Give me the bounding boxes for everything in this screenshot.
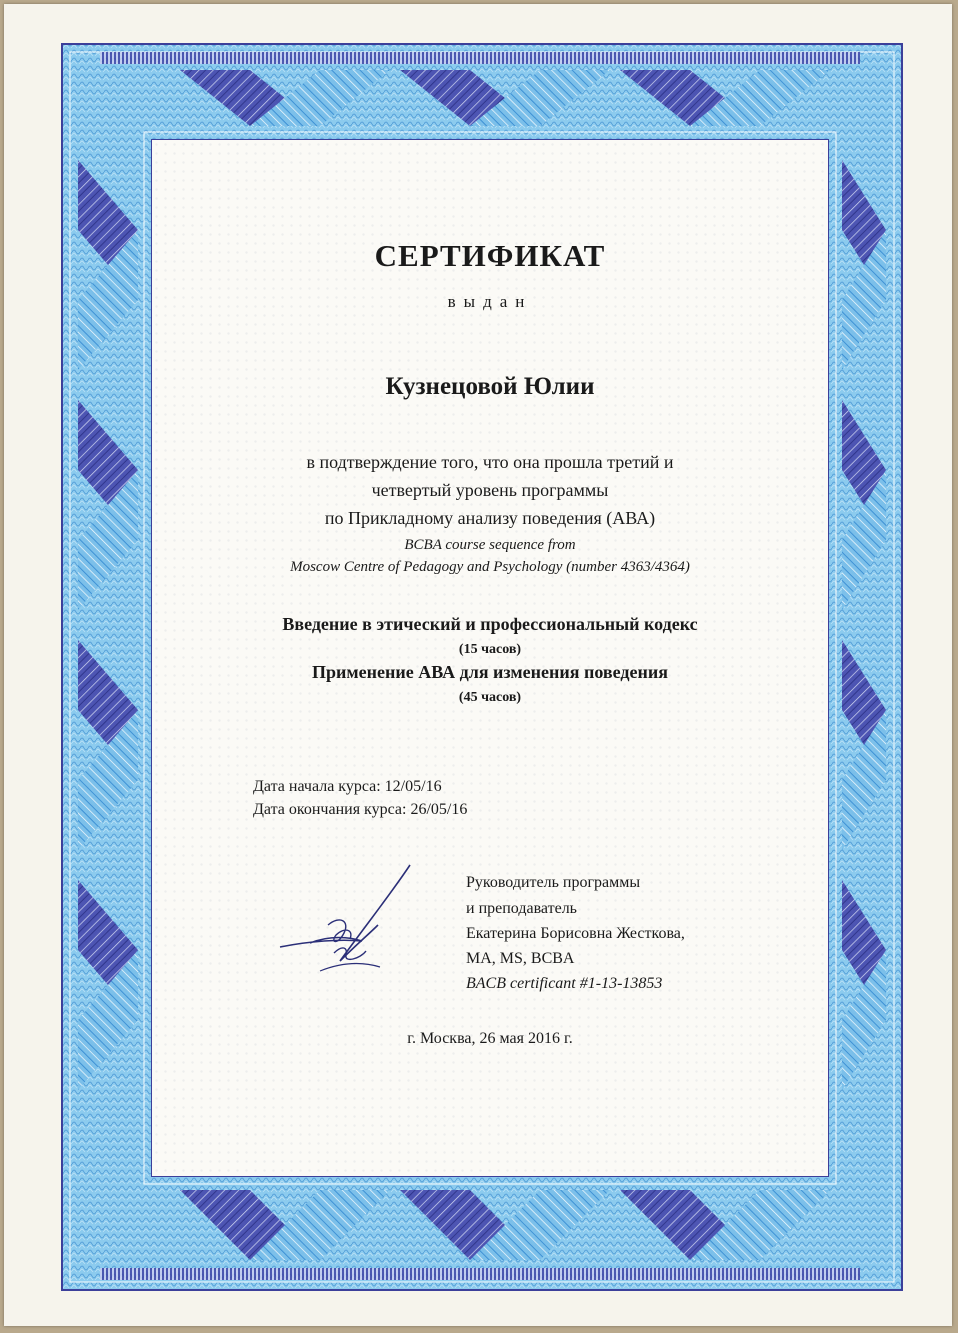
place-date: г. Москва, 26 мая 2016 г. [407,1030,573,1047]
signatory-line: Руководитель программы [466,874,641,891]
recipient-name: Кузнецовой Юлии [385,373,595,400]
confirmation-line: по Прикладному анализу поведения (АВА) [324,508,656,528]
course-hours: (45 часов) [458,690,522,705]
signature-drawing [270,855,440,995]
certificate-title: СЕРТИФИКАТ [374,238,606,273]
signatory-line: BACB certificant #1-13-13853 [466,975,663,992]
end-date: Дата окончания курса: 26/05/16 [253,801,468,818]
english-line: Moscow Centre of Pedagogy and Psychology (number 4363/4364) [290,559,690,575]
signatory-line: Екатерина Борисовна Жесткова, [466,925,685,942]
course-name: Введение в этический и профессиональный кодекс [282,614,698,634]
issued-label: выдан [447,292,533,311]
start-date: Дата начала курса: 12/05/16 [253,778,442,795]
signatory-line: MA, MS, BCBA [466,950,575,967]
signatory-line: и преподаватель [466,900,577,917]
confirmation-line: в подтверждение того, что она прошла третий и [306,452,674,472]
course-hours: (15 часов) [458,642,522,657]
course-name: Применение АВА для изменения поведения [312,662,668,682]
english-line: BCBA course sequence from [404,537,576,553]
confirmation-line: четвертый уровень программы [371,480,609,500]
